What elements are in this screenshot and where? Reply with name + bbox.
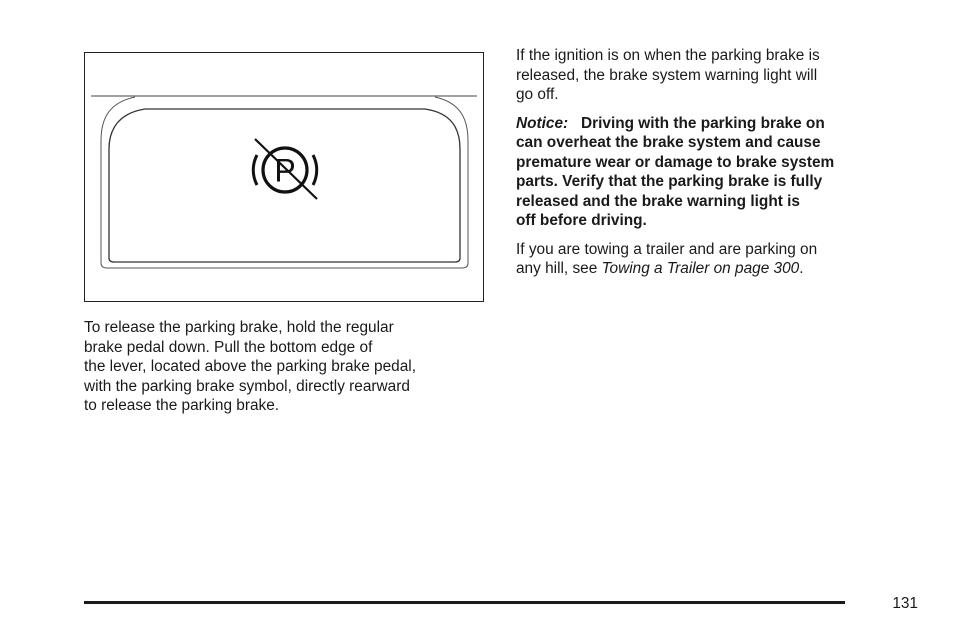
parking-brake-symbol-icon	[253, 139, 317, 199]
text-line: released, the brake system warning light will	[516, 66, 818, 84]
text-line: premature wear or damage to brake system	[516, 153, 835, 171]
notice-paragraph	[516, 114, 900, 231]
left-column	[84, 318, 484, 416]
text-segment: any hill, see	[516, 260, 602, 277]
text-line: parts. Verify that the parking brake is fully	[516, 173, 823, 190]
text-line: If the ignition is on when the parking brake is	[516, 47, 820, 64]
page-number: 131	[892, 595, 918, 612]
text-line: the lever, located above the parking brake pedal,	[84, 358, 416, 375]
symbol-letter: P	[274, 152, 296, 189]
text-line: go off.	[516, 86, 559, 103]
towing-paragraph	[516, 240, 900, 279]
parking-brake-lever-illustration	[84, 52, 484, 302]
text-line: can overheat the brake system and cause	[516, 134, 821, 151]
footer-rule	[84, 601, 845, 604]
ignition-paragraph	[516, 46, 900, 105]
text-line: with the parking brake symbol, directly rearward	[84, 377, 410, 395]
text-segment: .	[799, 260, 804, 277]
notice-label: Notice:	[516, 114, 569, 132]
text-line: to release the parking brake.	[84, 397, 280, 414]
release-instructions-paragraph	[84, 318, 484, 416]
text-line: To release the parking brake, hold the regular	[84, 319, 394, 336]
text-line: Driving with the parking brake on	[581, 114, 825, 132]
text-line: If you are towing a trailer and are parking on	[516, 240, 818, 258]
right-column	[516, 46, 900, 279]
cross-reference-link[interactable]: Towing a Trailer on page 300	[601, 260, 800, 277]
text-line: released and the brake warning light is	[516, 192, 800, 210]
text-line: brake pedal down. Pull the bottom edge of	[84, 338, 373, 356]
text-line: off before driving.	[516, 212, 647, 229]
parking-brake-lever-drawing	[85, 53, 485, 303]
